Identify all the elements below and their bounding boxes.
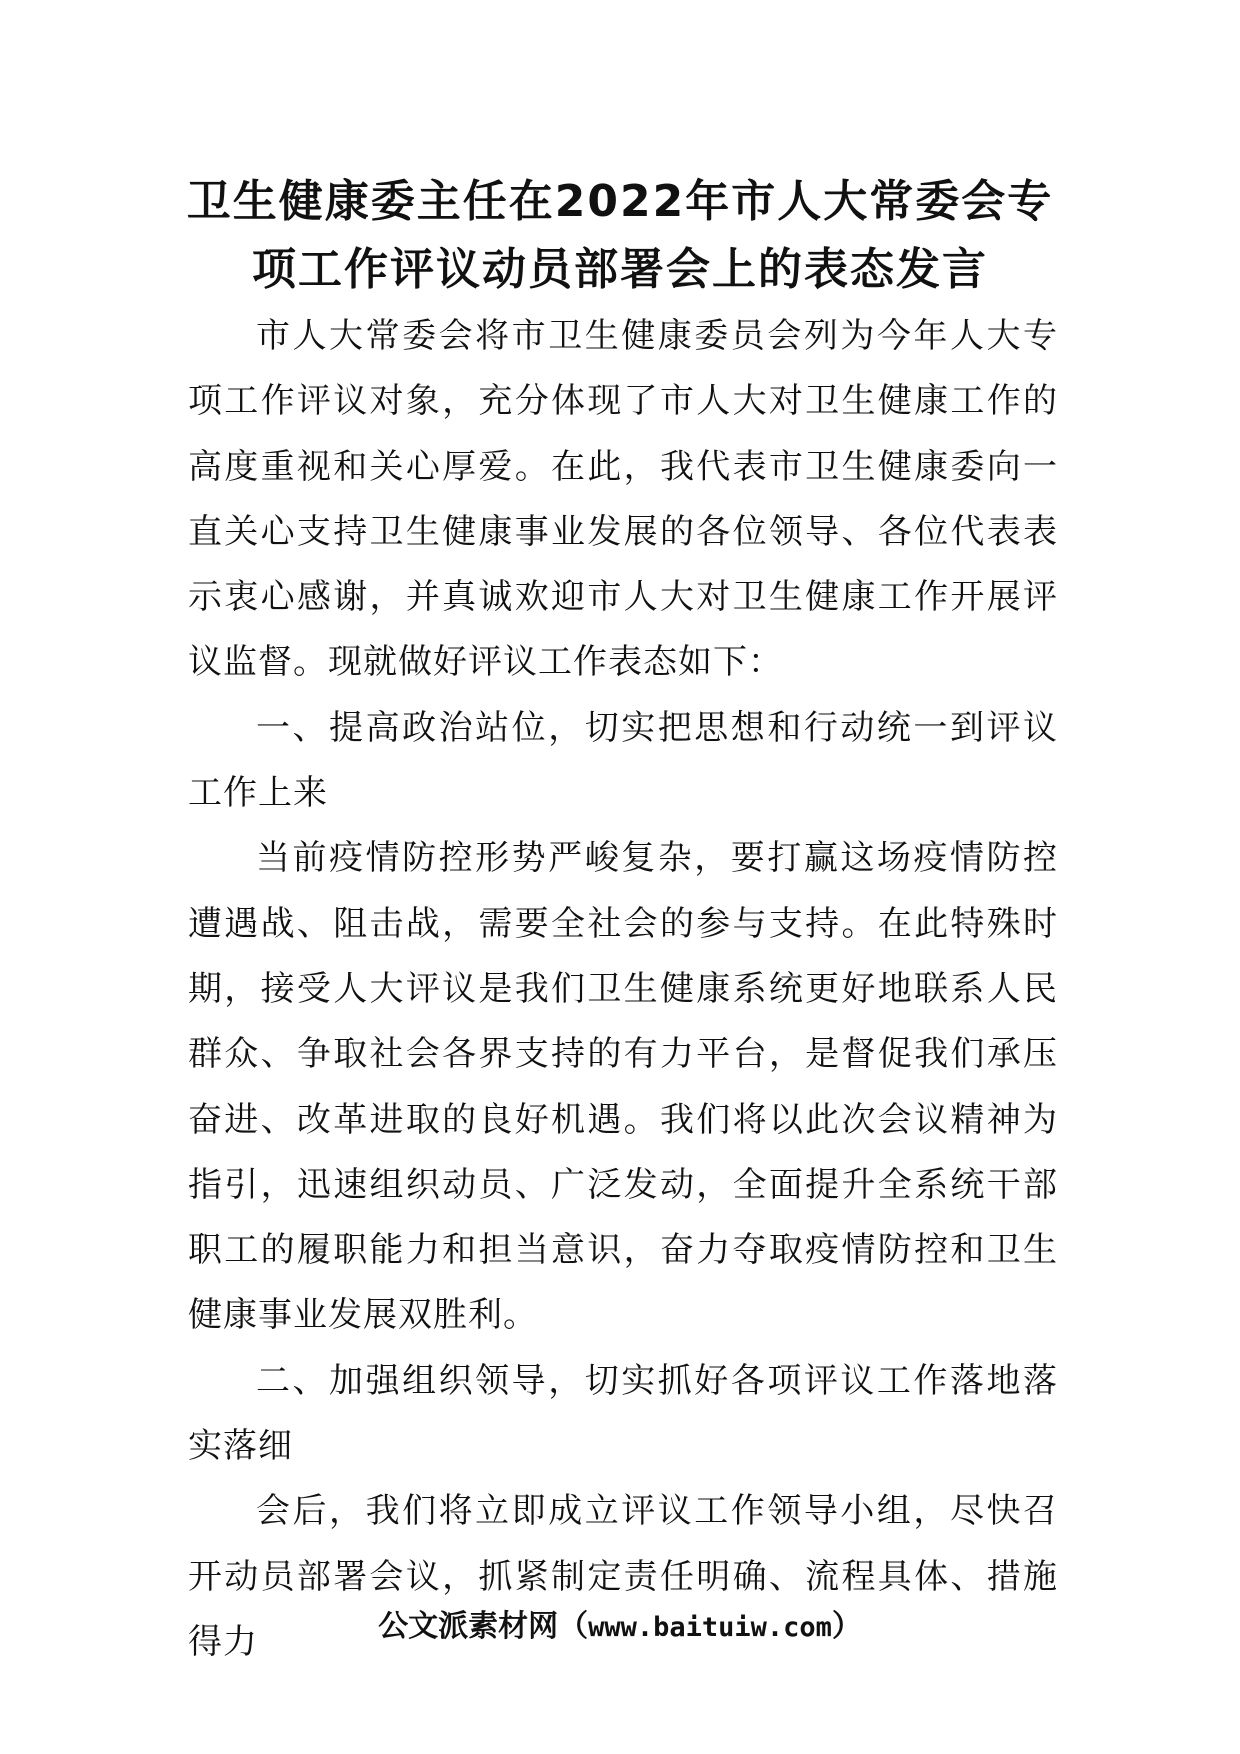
document-body [188,304,1058,1675]
footer-watermark [0,1602,1240,1653]
intro-paragraph: 市人大常委会将市卫生健康委员会列为今年人大专项工作评议对象，充分体现了市人大对卫生健康工作的高度重视和关心厚爱。在此，我代表市卫生健康委向一直关心支持卫生健康事业发展的各位领导、各位代表表示衷心感谢，并真诚欢迎市人大对卫生健康工作开展评议监督。现就做好评议工作表态如下： [188,316,1058,683]
footer-site-name: 公文派素材网 [378,1609,559,1644]
document-title-line-2: 项工作评议动员部署会上的表态发言 [252,244,988,295]
section-heading-2: 二、加强组织领导，切实抓好各项评议工作落地落实落细 [188,1360,1058,1467]
footer-close-paren: ） [831,1609,862,1644]
footer-open-paren: （ [558,1609,589,1644]
footer-url: www.baituiw.com [588,1612,832,1643]
document-title-line-1: 卫生健康委主任在2022年市人大常委会专 [186,176,1054,227]
section-paragraph-1: 当前疫情防控形势严峻复杂，要打赢这场疫情防控遭遇战、阻击战，需要全社会的参与支持。在此特殊时期，接受人大评议是我们卫生健康系统更好地联系人民群众、争取社会各界支持的有力平台，是督促我们承压奋进、改革进取的良好机遇。我们将以此次会议精神为指引，迅速组织动员、广泛发动，全面提升全系统干部职工的履职能力和担当意识，奋力夺取疫情防控和卫生健康事业发展双胜利。 [188,838,1058,1336]
section-paragraph-2: 会后，我们将立即成立评议工作领导小组，尽快召开动员部署会议，抓紧制定责任明确、流程具体、措施得力 [188,1491,1058,1662]
section-heading-1: 一、提高政治站位，切实把思想和行动统一到评议工作上来 [188,707,1058,814]
